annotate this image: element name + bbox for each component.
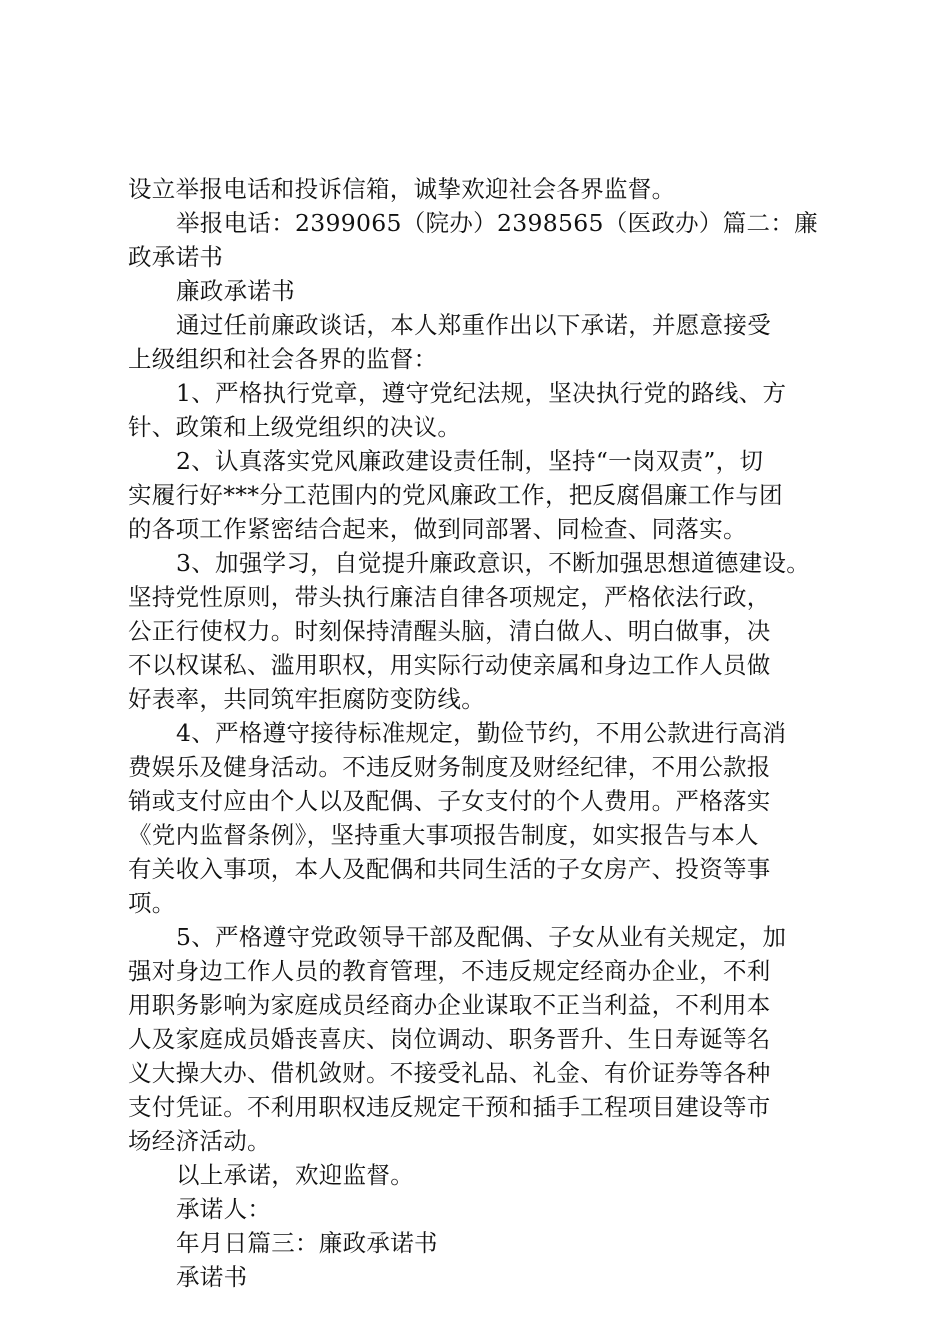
text-line: 用职务影响为家庭成员经商办企业谋取不正当利益，不利用本 (128, 991, 771, 1019)
text-line: 1、严格执行党章，遵守党纪法规，坚决执行党的路线、方 (176, 379, 787, 407)
text-line: 承诺书 (176, 1263, 248, 1291)
text-line: 年月日篇三：廉政承诺书 (176, 1229, 438, 1257)
text-line: 场经济活动。 (128, 1127, 271, 1155)
text-line: 设立举报电话和投诉信箱，诚挚欢迎社会各界监督。 (128, 175, 676, 203)
document-body (128, 172, 834, 1294)
text-line: 费娱乐及健身活动。不违反财务制度及财经纪律，不用公款报 (128, 753, 771, 781)
text-line: 举报电话：2399065（院办）2398565（医政办）篇二：廉 (176, 209, 818, 237)
text-line: 《党内监督条例》，坚持重大事项报告制度，如实报告与本人 (128, 821, 759, 849)
text-line: 2、认真落实党风廉政建设责任制，坚持“一岗双责”，切 (176, 447, 764, 475)
text-line: 好表率，共同筑牢拒腐防变防线。 (128, 685, 485, 713)
text-line: 公正行使权力。时刻保持清醒头脑，清白做人、明白做事，决 (128, 617, 771, 645)
text-line: 5、严格遵守党政领导干部及配偶、子女从业有关规定，加 (176, 923, 787, 951)
text-line: 4、严格遵守接待标准规定，勤俭节约，不用公款进行高消 (176, 719, 787, 747)
text-line: 廉政承诺书 (176, 277, 295, 305)
text-line: 承诺人： (176, 1195, 272, 1223)
text-line: 人及家庭成员婚丧喜庆、岗位调动、职务晋升、生日寿诞等名 (128, 1025, 771, 1053)
text-line: 支付凭证。不利用职权违反规定干预和插手工程项目建设等市 (128, 1093, 771, 1121)
text-line: 销或支付应由个人以及配偶、子女支付的个人费用。严格落实 (128, 787, 771, 815)
text-line: 上级组织和社会各界的监督： (128, 345, 438, 373)
text-line: 强对身边工作人员的教育管理，不违反规定经商办企业，不利 (128, 957, 771, 985)
text-line: 政承诺书 (128, 243, 224, 271)
text-line: 有关收入事项，本人及配偶和共同生活的子女房产、投资等事 (128, 855, 771, 883)
text-line: 针、政策和上级党组织的决议。 (128, 413, 462, 441)
text-line: 项。 (128, 889, 176, 917)
text-line: 不以权谋私、滥用职权，用实际行动使亲属和身边工作人员做 (128, 651, 771, 679)
text-line: 义大操大办、借机敛财。不接受礼品、礼金、有价证券等各种 (128, 1059, 771, 1087)
text-line: 以上承诺，欢迎监督。 (176, 1161, 414, 1189)
text-line: 通过任前廉政谈话，本人郑重作出以下承诺，并愿意接受 (176, 311, 771, 339)
text-line: 3、加强学习，自觉提升廉政意识，不断加强思想道德建设。 (176, 549, 811, 577)
text-line: 坚持党性原则，带头执行廉洁自律各项规定，严格依法行政， (128, 583, 771, 611)
text-line: 的各项工作紧密结合起来，做到同部署、同检查、同落实。 (128, 515, 747, 543)
text-line: 实履行好***分工范围内的党风廉政工作，把反腐倡廉工作与团 (128, 481, 783, 509)
